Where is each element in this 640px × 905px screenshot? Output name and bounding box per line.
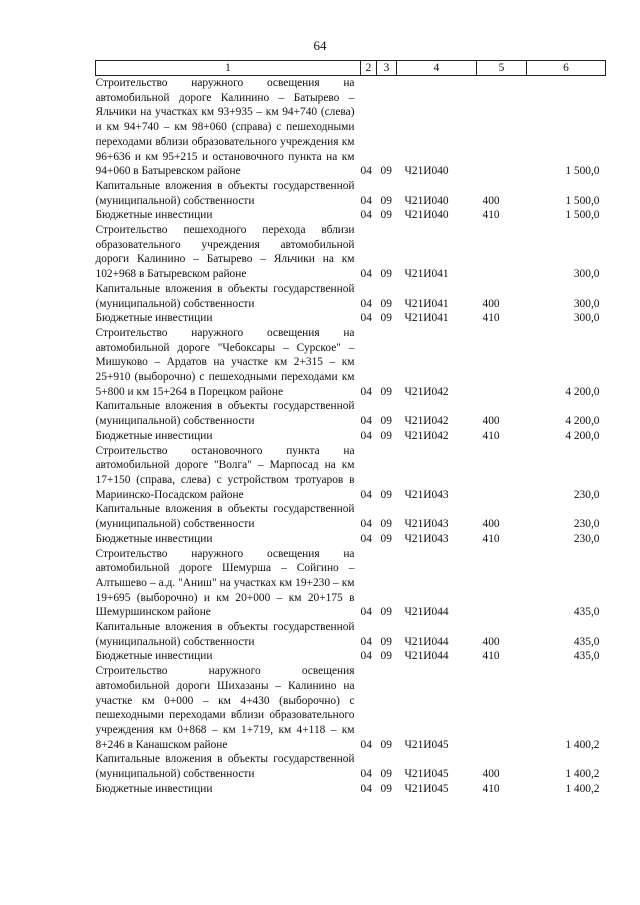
amount: 300,0 <box>573 297 600 310</box>
section-code: 04 <box>360 488 372 501</box>
section-code: 04 <box>360 606 372 619</box>
table-row <box>96 620 606 649</box>
expense-type-code: 410 <box>482 209 500 222</box>
item-name: Бюджетные инвестиции <box>95 532 213 545</box>
section-code: 04 <box>360 268 372 281</box>
section-code: 04 <box>360 768 372 781</box>
expense-type-code: 400 <box>482 518 500 531</box>
expense-type-code: 400 <box>482 768 500 781</box>
target-article-code: Ч21И041 <box>404 297 449 310</box>
item-name: Строительство наружного освещения автомобильной дороги Шихазаны – Калинино на участке км 0+000 – км 4+430 (выборочно) с пешеходными переходами вблизи образовательного учреждения км 0+868 – км 1+719, км 4+118 – км 8+246 в Канашском районе <box>95 665 355 751</box>
section-code: 04 <box>360 532 372 545</box>
header-cell: 5 <box>477 61 527 76</box>
table-row <box>96 649 606 664</box>
amount: 230,0 <box>573 518 600 531</box>
expense-type-code: 410 <box>482 429 500 442</box>
header-cell: 3 <box>377 61 397 76</box>
subsection-code: 09 <box>380 385 392 398</box>
amount: 230,0 <box>573 532 600 545</box>
item-name: Капитальные вложения в объекты государственной (муниципальной) собственности <box>95 282 355 310</box>
table-row <box>96 532 606 547</box>
subsection-code: 09 <box>380 782 392 795</box>
table-row <box>96 326 606 400</box>
expense-type-code <box>477 326 527 400</box>
section-code: 04 <box>360 650 372 663</box>
expense-type-code <box>477 547 527 621</box>
target-article-code: Ч21И043 <box>404 532 449 545</box>
expense-type-code: 410 <box>482 312 500 325</box>
subsection-code: 09 <box>380 268 392 281</box>
section-code: 04 <box>360 209 372 222</box>
section-code: 04 <box>360 782 372 795</box>
target-article-code: Ч21И044 <box>404 650 449 663</box>
target-article-code: Ч21И043 <box>404 488 449 501</box>
expense-type-code: 400 <box>482 415 500 428</box>
section-code: 04 <box>360 635 372 648</box>
subsection-code: 09 <box>380 518 392 531</box>
item-name: Бюджетные инвестиции <box>95 782 213 795</box>
target-article-code: Ч21И043 <box>404 518 449 531</box>
table-row <box>96 444 606 503</box>
item-name: Капитальные вложения в объекты государственной (муниципальной) собственности <box>95 400 355 428</box>
header-cell: 1 <box>96 61 361 76</box>
subsection-code: 09 <box>380 297 392 310</box>
table-row <box>96 752 606 781</box>
header-cell: 2 <box>361 61 377 76</box>
item-name: Строительство наружного освещения на автомобильной дороге "Чебоксары – Сурское" – Мишуково – Ардатов на участке км 2+315 – км 25+910 (выборочно) с пешеходными переходами км 5+800 и км 15+264 в Порецком районе <box>95 326 355 398</box>
table-row <box>96 208 606 223</box>
amount: 435,0 <box>573 606 600 619</box>
subsection-code: 09 <box>380 768 392 781</box>
target-article-code: Ч21И042 <box>404 415 449 428</box>
section-code: 04 <box>360 429 372 442</box>
expense-type-code: 400 <box>482 297 500 310</box>
table-row <box>96 399 606 428</box>
subsection-code: 09 <box>380 194 392 207</box>
expense-type-code <box>477 76 527 179</box>
amount: 1 500,0 <box>565 165 600 178</box>
subsection-code: 09 <box>380 532 392 545</box>
amount: 1 500,0 <box>565 209 600 222</box>
table-row <box>96 502 606 531</box>
subsection-code: 09 <box>380 429 392 442</box>
section-code: 04 <box>360 738 372 751</box>
item-name: Бюджетные инвестиции <box>95 312 213 325</box>
page-number: 64 <box>313 38 327 53</box>
amount: 435,0 <box>573 635 600 648</box>
table-row <box>96 782 606 797</box>
expense-type-code <box>477 664 527 752</box>
target-article-code: Ч21И040 <box>404 194 449 207</box>
target-article-code: Ч21И040 <box>404 165 449 178</box>
table-header-row <box>96 61 606 76</box>
subsection-code: 09 <box>380 165 392 178</box>
section-code: 04 <box>360 165 372 178</box>
target-article-code: Ч21И042 <box>404 429 449 442</box>
section-code: 04 <box>360 415 372 428</box>
table-row <box>96 282 606 311</box>
section-code: 04 <box>360 194 372 207</box>
subsection-code: 09 <box>380 650 392 663</box>
item-name: Строительство пешеходного перехода вблизи образовательного учреждения автомобильной дороги Калинино – Батырево – Яльчики на км 102+968 в Батыревском районе <box>95 224 355 281</box>
expense-type-code <box>477 444 527 503</box>
budget-table <box>95 60 606 796</box>
subsection-code: 09 <box>380 415 392 428</box>
amount: 435,0 <box>573 650 600 663</box>
item-name: Бюджетные инвестиции <box>95 429 213 442</box>
table-row <box>96 179 606 208</box>
item-name: Капитальные вложения в объекты государственной (муниципальной) собственности <box>95 179 355 207</box>
subsection-code: 09 <box>380 488 392 501</box>
target-article-code: Ч21И042 <box>404 385 449 398</box>
item-name: Бюджетные инвестиции <box>95 650 213 663</box>
item-name: Строительство наружного освещения на автомобильной дороге Калинино – Батырево – Яльчики на участках км 93+935 – км 94+740 (слева) и км 94+740 – км 98+060 (справа) с пешеходными переходами вблизи образовательного учреждения км 96+636 и км 95+215 и остановочного пункта на км 94+060 в Батыревском районе <box>95 77 355 178</box>
item-name: Капитальные вложения в объекты государственной (муниципальной) собственности <box>95 753 355 781</box>
item-name: Бюджетные инвестиции <box>95 209 213 222</box>
expense-type-code: 410 <box>482 532 500 545</box>
target-article-code: Ч21И040 <box>404 209 449 222</box>
table-row <box>96 429 606 444</box>
amount: 1 500,0 <box>565 194 600 207</box>
table-row <box>96 76 606 179</box>
target-article-code: Ч21И045 <box>404 782 449 795</box>
header-cell: 6 <box>527 61 606 76</box>
expense-type-code: 400 <box>482 194 500 207</box>
target-article-code: Ч21И045 <box>404 768 449 781</box>
subsection-code: 09 <box>380 738 392 751</box>
table-row <box>96 547 606 621</box>
expense-type-code: 410 <box>482 650 500 663</box>
amount: 300,0 <box>573 268 600 281</box>
target-article-code: Ч21И041 <box>404 268 449 281</box>
section-code: 04 <box>360 385 372 398</box>
subsection-code: 09 <box>380 312 392 325</box>
section-code: 04 <box>360 312 372 325</box>
expense-type-code: 400 <box>482 635 500 648</box>
subsection-code: 09 <box>380 606 392 619</box>
header-cell: 4 <box>397 61 477 76</box>
item-name: Строительство наружного освещения на автомобильной дороге Шемурша – Сойгино – Алтышево – а.д. "Аниш" на участках км 19+230 – км 19+695 (выборочно) и км 20+000 – км 20+175 в Шемуршинском районе <box>95 547 355 619</box>
expense-type-code: 410 <box>482 782 500 795</box>
item-name: Капитальные вложения в объекты государственной (муниципальной) собственности <box>95 503 355 531</box>
amount: 4 200,0 <box>565 385 600 398</box>
item-name: Строительство остановочного пункта на автомобильной дороге "Волга" – Марпосад на км 17+150 (справа, слева) с устройством тротуаров в Мариинско-Посадском районе <box>95 444 355 501</box>
amount: 1 400,2 <box>565 738 600 751</box>
section-code: 04 <box>360 518 372 531</box>
amount: 4 200,0 <box>565 415 600 428</box>
target-article-code: Ч21И045 <box>404 738 449 751</box>
amount: 4 200,0 <box>565 429 600 442</box>
amount: 1 400,2 <box>565 782 600 795</box>
amount: 1 400,2 <box>565 768 600 781</box>
table-row <box>96 311 606 326</box>
item-name: Капитальные вложения в объекты государственной (муниципальной) собственности <box>95 621 355 648</box>
table-row <box>96 664 606 752</box>
target-article-code: Ч21И044 <box>404 635 449 648</box>
amount: 230,0 <box>573 488 600 501</box>
expense-type-code <box>477 223 527 282</box>
target-article-code: Ч21И044 <box>404 606 449 619</box>
subsection-code: 09 <box>380 635 392 648</box>
amount: 300,0 <box>573 312 600 325</box>
section-code: 04 <box>360 297 372 310</box>
table-row <box>96 223 606 282</box>
target-article-code: Ч21И041 <box>404 312 449 325</box>
subsection-code: 09 <box>380 209 392 222</box>
